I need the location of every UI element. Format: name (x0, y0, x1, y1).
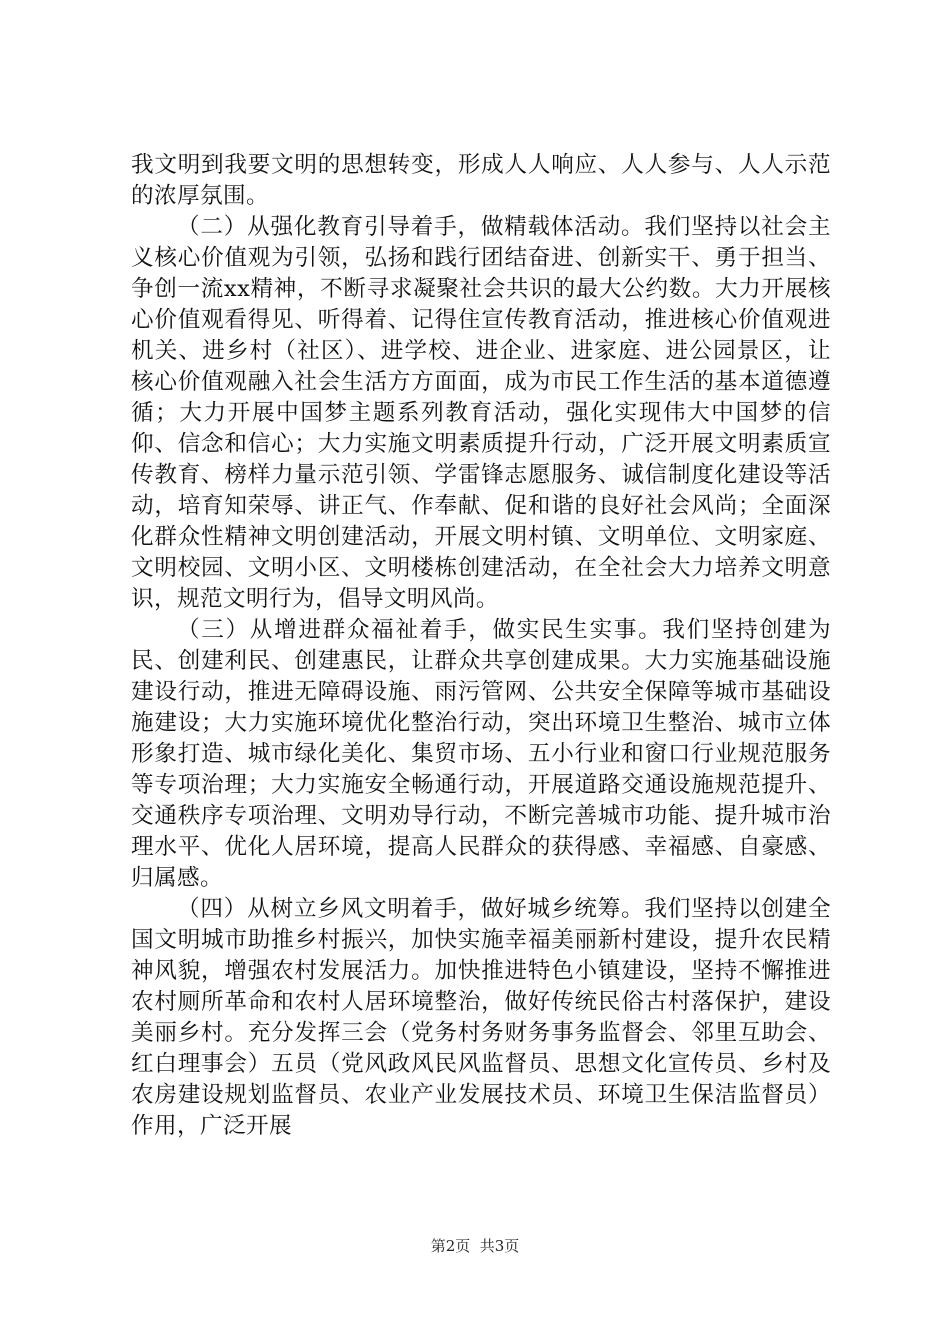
paragraph-section-3: （三）从增进群众福祉着手，做实民生实事。我们坚持创建为民、创建利民、创建惠民，让群众共享创建成果。大力实施基础设施建设行动，推进无障碍设施、雨污管网、公共安全保障等城市基础设施建设；大力实施环境优化整治行动，突出环境卫生整治、城市立体形象打造、城市绿化美化、集贸市场、五小行业和窗口行业规范服务等专项治理；大力实施安全畅通行动，开展道路交通设施规范提升、交通秩序专项治理、文明劝导行动，不断完善城市功能、提升城市治理水平、优化人居环境，提高人民群众的获得感、幸福感、自豪感、归属感。 (131, 617, 831, 891)
body-text (131, 150, 831, 1142)
paragraph-continuation: 我文明到我要文明的思想转变，形成人人响应、人人参与、人人示范的浓厚氛围。 (131, 152, 831, 209)
page-footer (0, 1236, 950, 1256)
paragraph-section-2: （二）从强化教育引导着手，做精载体活动。我们坚持以社会主义核心价值观为引领，弘扬和践行团结奋进、创新实干、勇于担当、争创一流xx精神，不断寻求凝聚社会共识的最大公约数。大力开展核心价值观看得见、听得着、记得住宣传教育活动，推进核心价值观进机关、进乡村（社区）、进学校、进企业、进家庭、进公园景区，让核心价值观融入社会生活方方面面，成为市民工作生活的基本道德遵循；大力开展中国梦主题系列教育活动，强化实现伟大中国梦的信仰、信念和信心；大力实施文明素质提升行动，广泛开展文明素质宣传教育、榜样力量示范引领、学雷锋志愿服务、诚信制度化建设等活动，培育知荣辱、讲正气、作奉献、促和谐的良好社会风尚；全面深化群众性精神文明创建活动，开展文明村镇、文明单位、文明家庭、文明校园、文明小区、文明楼栋创建活动，在全社会大力培养文明意识，规范文明行为，倡导文明风尚。 (131, 214, 831, 612)
paragraph-section-4: （四）从树立乡风文明着手，做好城乡统筹。我们坚持以创建全国文明城市助推乡村振兴，加快实施幸福美丽新村建设，提升农民精神风貌，增强农村发展活力。加快推进特色小镇建设，坚持不懈推进农村厕所革命和农村人居环境整治，做好传统民俗古村落保护，建设美丽乡村。充分发挥三会（党务村务财务事务监督会、邻里互助会、红白理事会）五员（党风政风民风监督员、思想文化宣传员、乡村及农房建设规划监督员、农业产业发展技术员、环境卫生保洁监督员）作用，广泛开展 (131, 896, 831, 1139)
page-number: 第2页 共3页 (430, 1237, 520, 1255)
